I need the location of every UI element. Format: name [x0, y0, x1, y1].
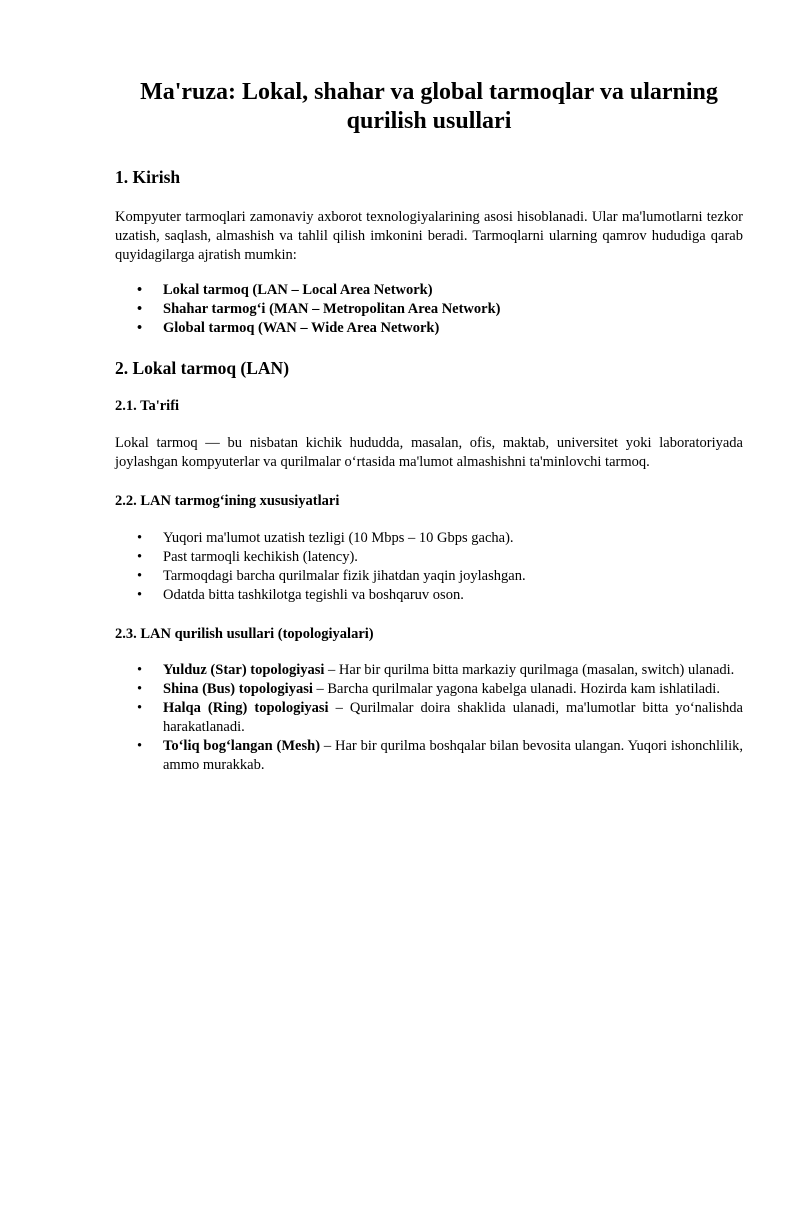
list-item-text: Lokal tarmoq (LAN – Local Area Network) [163, 282, 433, 298]
bullet-icon: • [137, 301, 143, 317]
list-item [115, 661, 743, 680]
list-item-text: Yuqori ma'lumot uzatish tezligi (10 Mbps – 10 Gbps gacha). [163, 530, 514, 546]
bullet-icon: • [137, 568, 143, 584]
list-item [115, 529, 743, 548]
list-item-text: Global tarmoq (WAN – Wide Area Network) [163, 320, 440, 336]
intro-paragraph: Kompyuter tarmoqlari zamonaviy axborot texnologiyalarining asosi hisoblanadi. Ular ma'lumotlarni tezkor uzatish, saqlash, almashish va tahlil qilish imkonini beradi. Tarmoqlarni ularning qamrov hududiga qarab quyidagilarga ajratish mumkin: [115, 209, 743, 263]
lan-features-list [115, 529, 743, 605]
list-item [115, 586, 743, 605]
bullet-icon: • [137, 320, 143, 336]
topology-description: – Har bir qurilma bitta markaziy qurilmaga (masalan, switch) ulanadi. [324, 662, 735, 678]
list-item [115, 567, 743, 586]
list-item [115, 281, 743, 300]
list-item-text: Past tarmoqli kechikish (latency). [163, 549, 358, 565]
topology-term: Yulduz (Star) topologiyasi [163, 662, 325, 678]
list-item [115, 737, 743, 775]
list-item-text: Odatda bitta tashkilotga tegishli va boshqaruv oson. [163, 587, 464, 603]
topology-description: – Barcha qurilmalar yagona kabelga ulanadi. Hozirda kam ishlatiladi. [312, 681, 720, 697]
bullet-icon: • [137, 700, 143, 716]
bullet-icon: • [137, 681, 143, 697]
list-item [115, 699, 743, 737]
bullet-icon: • [137, 662, 143, 678]
bullet-icon: • [137, 738, 143, 754]
lan-topologies-list [115, 661, 743, 775]
bullet-icon: • [137, 282, 143, 298]
subsection-heading-definition: 2.1. Ta'rifi [115, 398, 180, 414]
bullet-icon: • [137, 530, 143, 546]
definition-paragraph: Lokal tarmoq — bu nisbatan kichik hududda, masalan, ofis, maktab, universitet yoki laboratoriyada joylashgan kompyuterlar va qurilmalar o‘rtasida ma'lumot almashishni ta'minlovchi tarmoq. [115, 435, 743, 470]
list-item-text: Tarmoqdagi barcha qurilmalar fizik jihatdan yaqin joylashgan. [163, 568, 526, 584]
document-title: Ma'ruza: Lokal, shahar va global tarmoqlar va ularning qurilish usullari [140, 79, 718, 134]
subsection-heading-features: 2.2. LAN tarmog‘ining xususiyatlari [115, 493, 340, 509]
topology-term: To‘liq bog‘langan (Mesh) [163, 738, 321, 754]
list-item-text: Shahar tarmog‘i (MAN – Metropolitan Area Network) [163, 301, 501, 317]
list-item [115, 548, 743, 567]
list-item [115, 319, 743, 338]
topology-description: – Har bir qurilma boshqalar bilan bevosita ulangan. Yuqori ishonchlilik, ammo murakkab. [163, 738, 744, 773]
section-heading-intro: 1. Kirish [115, 167, 181, 187]
bullet-icon: • [137, 549, 143, 565]
subsection-heading-topologies: 2.3. LAN qurilish usullari (topologiyalari) [115, 626, 374, 642]
list-item [115, 680, 743, 699]
topology-term: Halqa (Ring) topologiyasi [163, 700, 329, 716]
network-types-list [115, 281, 743, 338]
topology-term: Shina (Bus) topologiyasi [163, 681, 313, 697]
document-page [0, 78, 800, 1209]
topology-description: – Qurilmalar doira shaklida ulanadi, ma'lumotlar bitta yo‘nalishda harakatlanadi. [163, 700, 743, 735]
list-item [115, 300, 743, 319]
bullet-icon: • [137, 587, 143, 603]
section-heading-lan: 2. Lokal tarmoq (LAN) [115, 358, 290, 378]
